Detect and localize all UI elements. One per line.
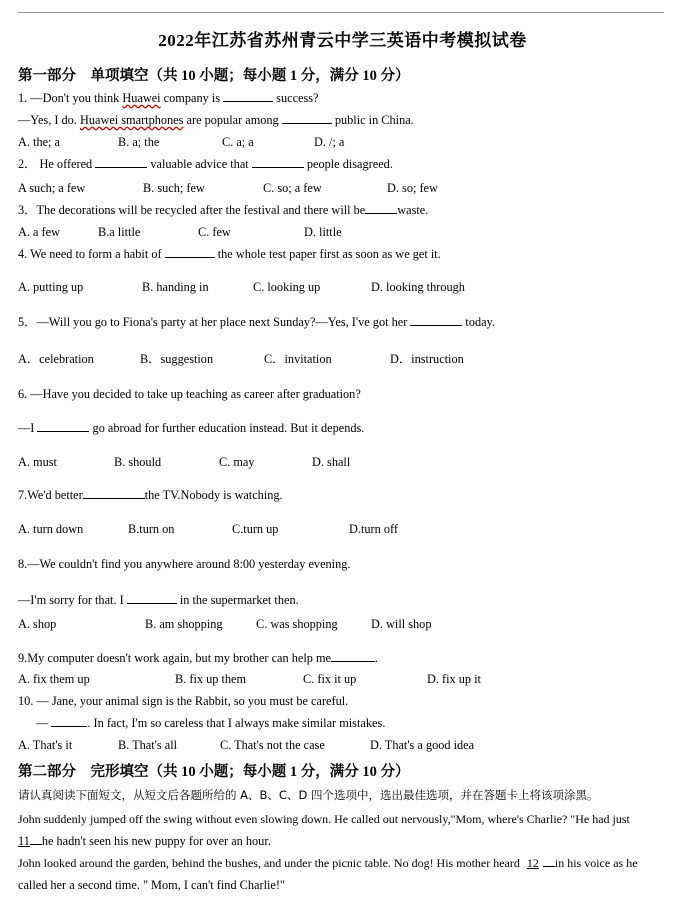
q5-option-d: D．instruction xyxy=(390,352,464,366)
q2-option-c: C. so; a few xyxy=(263,181,322,195)
q4-option-d: D. looking through xyxy=(371,280,465,294)
q9-option-c: C. fix it up xyxy=(303,672,357,686)
q9-option-b: B. fix up them xyxy=(175,672,247,686)
q6-option-c: C. may xyxy=(219,455,255,469)
q8-option-b: B. am shopping xyxy=(145,617,223,631)
q6-option-d: D. shall xyxy=(312,455,351,469)
q2-option-b: B. such; few xyxy=(143,181,205,195)
passage-line-3: John looked around the garden, behind the bushes, and under the picnic table. No dog! His mother heard 12 in his voice as he xyxy=(18,856,638,870)
q5-option-b: B．suggestion xyxy=(140,352,214,366)
q5-option-c: C．invitation xyxy=(264,352,332,366)
q2-option-a: A such; a few xyxy=(18,181,86,195)
q8-option-c: C. was shopping xyxy=(256,617,338,631)
question-1-line2: —Yes, I do. Huawei smartphones are popular among public in China. xyxy=(18,113,414,127)
question-6-line2: —I go abroad for further education instead. But it depends. xyxy=(18,421,365,435)
page-title: 2022年江苏省苏州青云中学三英语中考模拟试卷 xyxy=(158,31,527,50)
passage-line-1: John suddenly jumped off the swing without even slowing down. He called out nervously,"Mom, where's Charlie? "He had just xyxy=(18,812,630,826)
q1-option-a: A. the; a xyxy=(18,135,61,149)
passage-line-2: 11 he hadn't seen his new puppy for over an hour. xyxy=(18,834,271,848)
question-4: 4. We need to form a habit of the whole test paper first as soon as we get it. xyxy=(18,247,441,261)
q10-option-a: A. That's it xyxy=(18,738,73,752)
q1-option-c: C. a; a xyxy=(222,135,254,149)
part2-instructions: 请认真阅读下面短文，从短文后各题所给的 A、B、C、D 四个选项中，选出最佳选项，并在答题卡上将该项涂黑。 xyxy=(18,788,599,802)
q1-option-d: D. /; a xyxy=(314,135,345,149)
q3-option-a: A. a few xyxy=(18,225,60,239)
top-rule xyxy=(18,12,664,13)
q10-option-b: B. That's all xyxy=(118,738,178,752)
question-10-line2: — . In fact, I'm so careless that I always make similar mistakes. xyxy=(36,716,386,730)
q3-option-c: C. few xyxy=(198,225,231,239)
question-2: 2． He offered valuable advice that people disagreed. xyxy=(18,157,393,171)
question-8-line2: —I'm sorry for that. I in the supermarket then. xyxy=(18,593,299,607)
part2-heading: 第二部分 完形填空（共 10 小题；每小题 1 分，满分 10 分） xyxy=(18,764,410,780)
q3-option-b: B.a little xyxy=(98,225,141,239)
question-3: 3．The decorations will be recycled after the festival and there will be waste. xyxy=(18,203,429,217)
q4-option-a: A. putting up xyxy=(18,280,84,294)
q3-option-d: D. little xyxy=(304,225,342,239)
q9-option-a: A. fix them up xyxy=(18,672,90,686)
question-1: 1. —Don't you think Huawei company is success? xyxy=(18,91,319,105)
q9-option-d: D. fix up it xyxy=(427,672,481,686)
q7-option-c: C.turn up xyxy=(232,522,279,536)
part1-heading: 第一部分 单项填空（共 10 小题；每小题 1 分，满分 10 分） xyxy=(18,68,410,84)
question-9: 9.My computer doesn't work again, but my brother can help me . xyxy=(18,651,379,665)
question-7: 7.We'd better the TV.Nobody is watching. xyxy=(18,488,283,502)
q2-option-d: D. so; few xyxy=(387,181,438,195)
question-5: 5．—Will you go to Fiona's party at her place next Sunday?—Yes, I've got her today. xyxy=(18,315,496,329)
q10-option-d: D. That's a good idea xyxy=(370,738,475,752)
q6-option-b: B. should xyxy=(114,455,162,469)
question-8: 8.—We couldn't find you anywhere around 8:00 yesterday evening. xyxy=(18,557,351,571)
question-6: 6. —Have you decided to take up teaching as career after graduation? xyxy=(18,387,361,401)
q7-option-a: A. turn down xyxy=(18,522,84,536)
passage-line-4: called her a second time. " Mom, I can't find Charlie!" xyxy=(18,878,285,892)
q1-option-b: B. a; the xyxy=(118,135,160,149)
q5-option-a: A．celebration xyxy=(18,352,94,366)
q7-option-d: D.turn off xyxy=(349,522,398,536)
q4-option-b: B. handing in xyxy=(142,280,209,294)
q8-option-a: A. shop xyxy=(18,617,57,631)
q6-option-a: A. must xyxy=(18,455,57,469)
q10-option-c: C. That's not the case xyxy=(220,738,325,752)
question-10: 10. — Jane, your animal sign is the Rabbit, so you must be careful. xyxy=(18,694,349,708)
q7-option-b: B.turn on xyxy=(128,522,175,536)
q4-option-c: C. looking up xyxy=(253,280,321,294)
q8-option-d: D. will shop xyxy=(371,617,432,631)
